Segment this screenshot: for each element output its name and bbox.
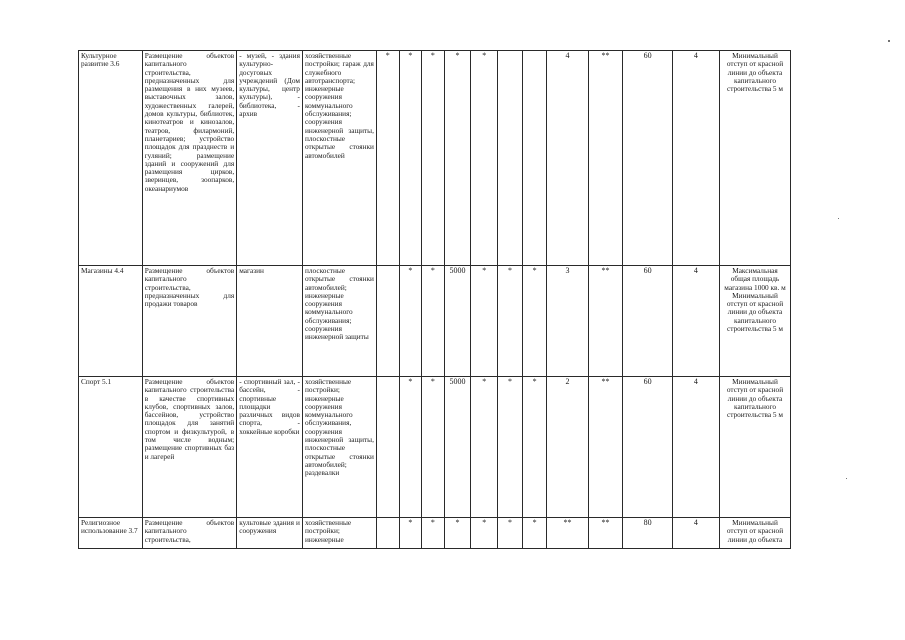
table-row xyxy=(79,518,791,549)
param-cell: ** xyxy=(588,377,623,518)
param-cell: 4 xyxy=(672,51,719,266)
scan-speck xyxy=(846,478,847,479)
param-cell: * xyxy=(471,51,498,266)
auxiliary-uses-cell: плоскостные открытые стоянки автомобилей; инженерные сооружения коммунального обслуживания; сооружения инженерной защиты xyxy=(302,266,376,377)
use-name-cell: Магазины 4.4 xyxy=(79,266,143,377)
param-cell xyxy=(522,51,547,266)
param-cell: ** xyxy=(588,51,623,266)
table-row xyxy=(79,266,791,377)
param-cell: * xyxy=(444,518,471,549)
param-cell: * xyxy=(399,266,422,377)
param-cell: * xyxy=(422,266,445,377)
param-cell: * xyxy=(471,518,498,549)
object-types-cell: культовые здания и сооружения xyxy=(237,518,303,549)
param-cell: * xyxy=(471,377,498,518)
param-cell: 60 xyxy=(623,51,672,266)
param-cell: 4 xyxy=(672,377,719,518)
param-cell: ** xyxy=(547,518,588,549)
param-cell: 60 xyxy=(623,377,672,518)
object-types-cell: - музей, - здания культурно-досуговых учреждений (Дом культуры, центр культуры), - библиотека, - архив xyxy=(237,51,303,266)
note-cell: Минимальный отступ от красной линии до объекта xyxy=(720,518,791,549)
object-types-cell: магазин xyxy=(237,266,303,377)
param-cell: * xyxy=(399,518,422,549)
param-cell: 3 xyxy=(547,266,588,377)
param-cell: * xyxy=(522,266,547,377)
scan-speck xyxy=(838,218,839,219)
param-cell xyxy=(498,51,523,266)
param-cell: * xyxy=(422,51,445,266)
use-description-cell: Размещение объектов капитального строительства, предназначенных для размещения в них музеев, выставочных залов, художественных галерей, домов культуры, библиотек, кинотеатров и кинозалов, театров, филармоний, планетариев; устройство площадок для празднеств и гуляний; размещение зданий и сооружений для размещения цирков, зверинцев, зоопарков, океанариумов xyxy=(142,51,237,266)
param-cell xyxy=(376,266,399,377)
param-cell: * xyxy=(522,518,547,549)
note-cell: Минимальный отступ от красной линии до объекта капитального строительства 5 м xyxy=(720,377,791,518)
param-cell: * xyxy=(399,51,422,266)
use-description-cell: Размещение объектов капитального строительства, xyxy=(142,518,237,549)
param-cell: * xyxy=(471,266,498,377)
param-cell: 5000 xyxy=(444,266,471,377)
param-cell: * xyxy=(498,518,523,549)
note-cell: Максимальная общая площадь магазина 1000 кв. м Минимальный отступ от красной линии до объекта капитального строительства 5 м xyxy=(720,266,791,377)
param-cell: 2 xyxy=(547,377,588,518)
auxiliary-uses-cell: хозяйственные постройки; инженерные xyxy=(302,518,376,549)
table-row xyxy=(79,51,791,266)
param-cell: * xyxy=(522,377,547,518)
auxiliary-uses-cell: хозяйственные постройки; гараж для служебного автотранспорта; инженерные сооружения коммунального обслуживания; сооружения инженерной защиты, плоскостные открытые стоянки автомобилей xyxy=(302,51,376,266)
param-cell: * xyxy=(422,518,445,549)
table-row xyxy=(79,377,791,518)
object-types-cell: - спортивный зал, - бассейн, - спортивные площадки различных видов спорта, - хоккейные коробки xyxy=(237,377,303,518)
param-cell: 5000 xyxy=(444,377,471,518)
param-cell: 4 xyxy=(547,51,588,266)
param-cell: 4 xyxy=(672,518,719,549)
param-cell xyxy=(376,377,399,518)
param-cell: * xyxy=(444,51,471,266)
param-cell: * xyxy=(498,377,523,518)
scan-speck xyxy=(888,40,890,42)
param-cell: * xyxy=(399,377,422,518)
use-description-cell: Размещение объектов капитального строительства в качестве спортивных клубов, спортивных залов, бассейнов, устройство площадок для занятий спортом и физкультурой, в том числе водным; размещение спортивных баз и лагерей xyxy=(142,377,237,518)
param-cell: 80 xyxy=(623,518,672,549)
param-cell: * xyxy=(376,51,399,266)
param-cell: 60 xyxy=(623,266,672,377)
use-name-cell: Спорт 5.1 xyxy=(79,377,143,518)
note-cell: Минимальный отступ от красной линии до объекта капитального строительства 5 м xyxy=(720,51,791,266)
param-cell: ** xyxy=(588,518,623,549)
use-name-cell: Религиозное использование 3.7 xyxy=(79,518,143,549)
use-name-cell: Культурное развитие 3.6 xyxy=(79,51,143,266)
zoning-regulations-table xyxy=(78,50,791,549)
param-cell: * xyxy=(422,377,445,518)
auxiliary-uses-cell: хозяйственные постройки; инженерные сооружения коммунального обслуживания, сооружения инженерной защиты, плоскостные открытые стоянки автомобилей; раздевалки xyxy=(302,377,376,518)
param-cell xyxy=(376,518,399,549)
param-cell: * xyxy=(498,266,523,377)
use-description-cell: Размещение объектов капитального строительства, предназначенных для продажи товаров xyxy=(142,266,237,377)
param-cell: ** xyxy=(588,266,623,377)
param-cell: 4 xyxy=(672,266,719,377)
